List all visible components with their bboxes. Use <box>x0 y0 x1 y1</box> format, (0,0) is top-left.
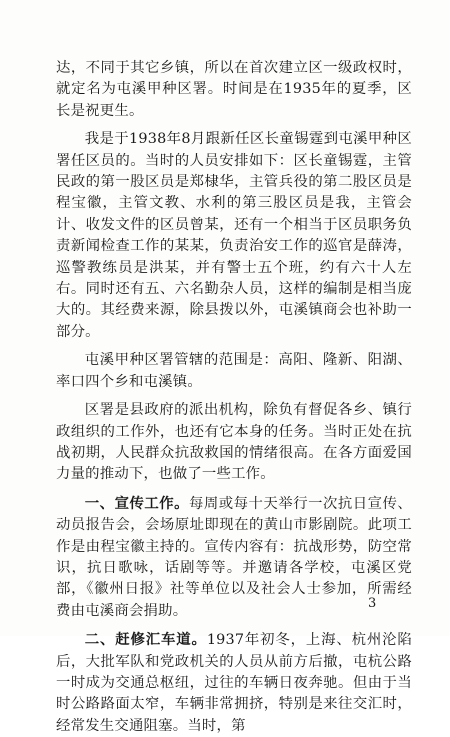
paragraph-gap <box>56 393 412 400</box>
paragraph-6 <box>56 629 412 737</box>
section-body-propaganda: 每周或每十天举行一次抗日宣传、动员报告会，会场原址即现在的黄山市影剧院。此项工作是由程宝徽主持的。宣传内容有：抗战形势，防空常识，抗日歌咏，话剧等等。并邀请各学校，屯溪区党部，《徽州日报》社等单位以及社会人士参加，所需经费由屯溪商会捐助。 <box>56 495 412 619</box>
paragraph-2: 我是于1938年8月跟新任区长童锡霆到屯溪甲种区署任区员的。当时的人员安排如下：区长童锡霆，主管民政的第一股区员是郑棣华，主管兵役的第二股区员是程宝徽，主管文教、水利的第三股区员是我，主管会计、收发文件的区员曾某，还有一个相当于区员职务负责新闻检查工作的某某，负责治安工作的巡官是薛涛，巡警教练员是洪某，并有警士五个班，约有六十人左右。同时还有五、六名勤杂人员，这样的编制是相当庞大的。其经费来源，除县拨以外，屯溪镇商会也补助一部分。 <box>56 131 412 340</box>
section-body-road-repair: 1937年初冬，上海、杭州沦陷后，大批军队和党政机关的人员从前方后撤，屯杭公路一时成为交通总枢纽，过往的车辆日夜奔驰。但由于当时公路路面太窄，车辆非常拥挤，特别是来往交汇时，经常发生交通阻塞。当时，第 <box>56 632 412 734</box>
paragraph-gap <box>56 486 412 493</box>
paragraph-gap <box>56 122 412 129</box>
section-heading-road-repair: 二、赶修汇车道。 <box>84 631 207 649</box>
paragraph-gap <box>56 622 412 629</box>
paragraph-5 <box>56 493 412 622</box>
section-heading-propaganda: 一、宣传工作。 <box>84 494 189 512</box>
paragraph-gap <box>56 343 412 350</box>
paragraph-4: 区署是县政府的派出机构，除负有督促各乡、镇行政组织的工作外，也还有它本身的任务。当时正处在抗战初期，人民群众抗敌救国的情绪很高。在各方面爱国力量的推动下，也做了一些工作。 <box>56 402 412 483</box>
paragraph-1: 达，不同于其它乡镇，所以在首次建立区一级政权时，就定名为屯溪甲种区署。时间是在1935年的夏季，区长是祝更生。 <box>56 60 412 119</box>
paragraph-3: 屯溪甲种区署管辖的范围是：高阳、隆新、阳湖、率口四个乡和屯溪镇。 <box>56 352 412 390</box>
page-body <box>56 58 412 737</box>
page-number: 3 <box>368 596 377 611</box>
